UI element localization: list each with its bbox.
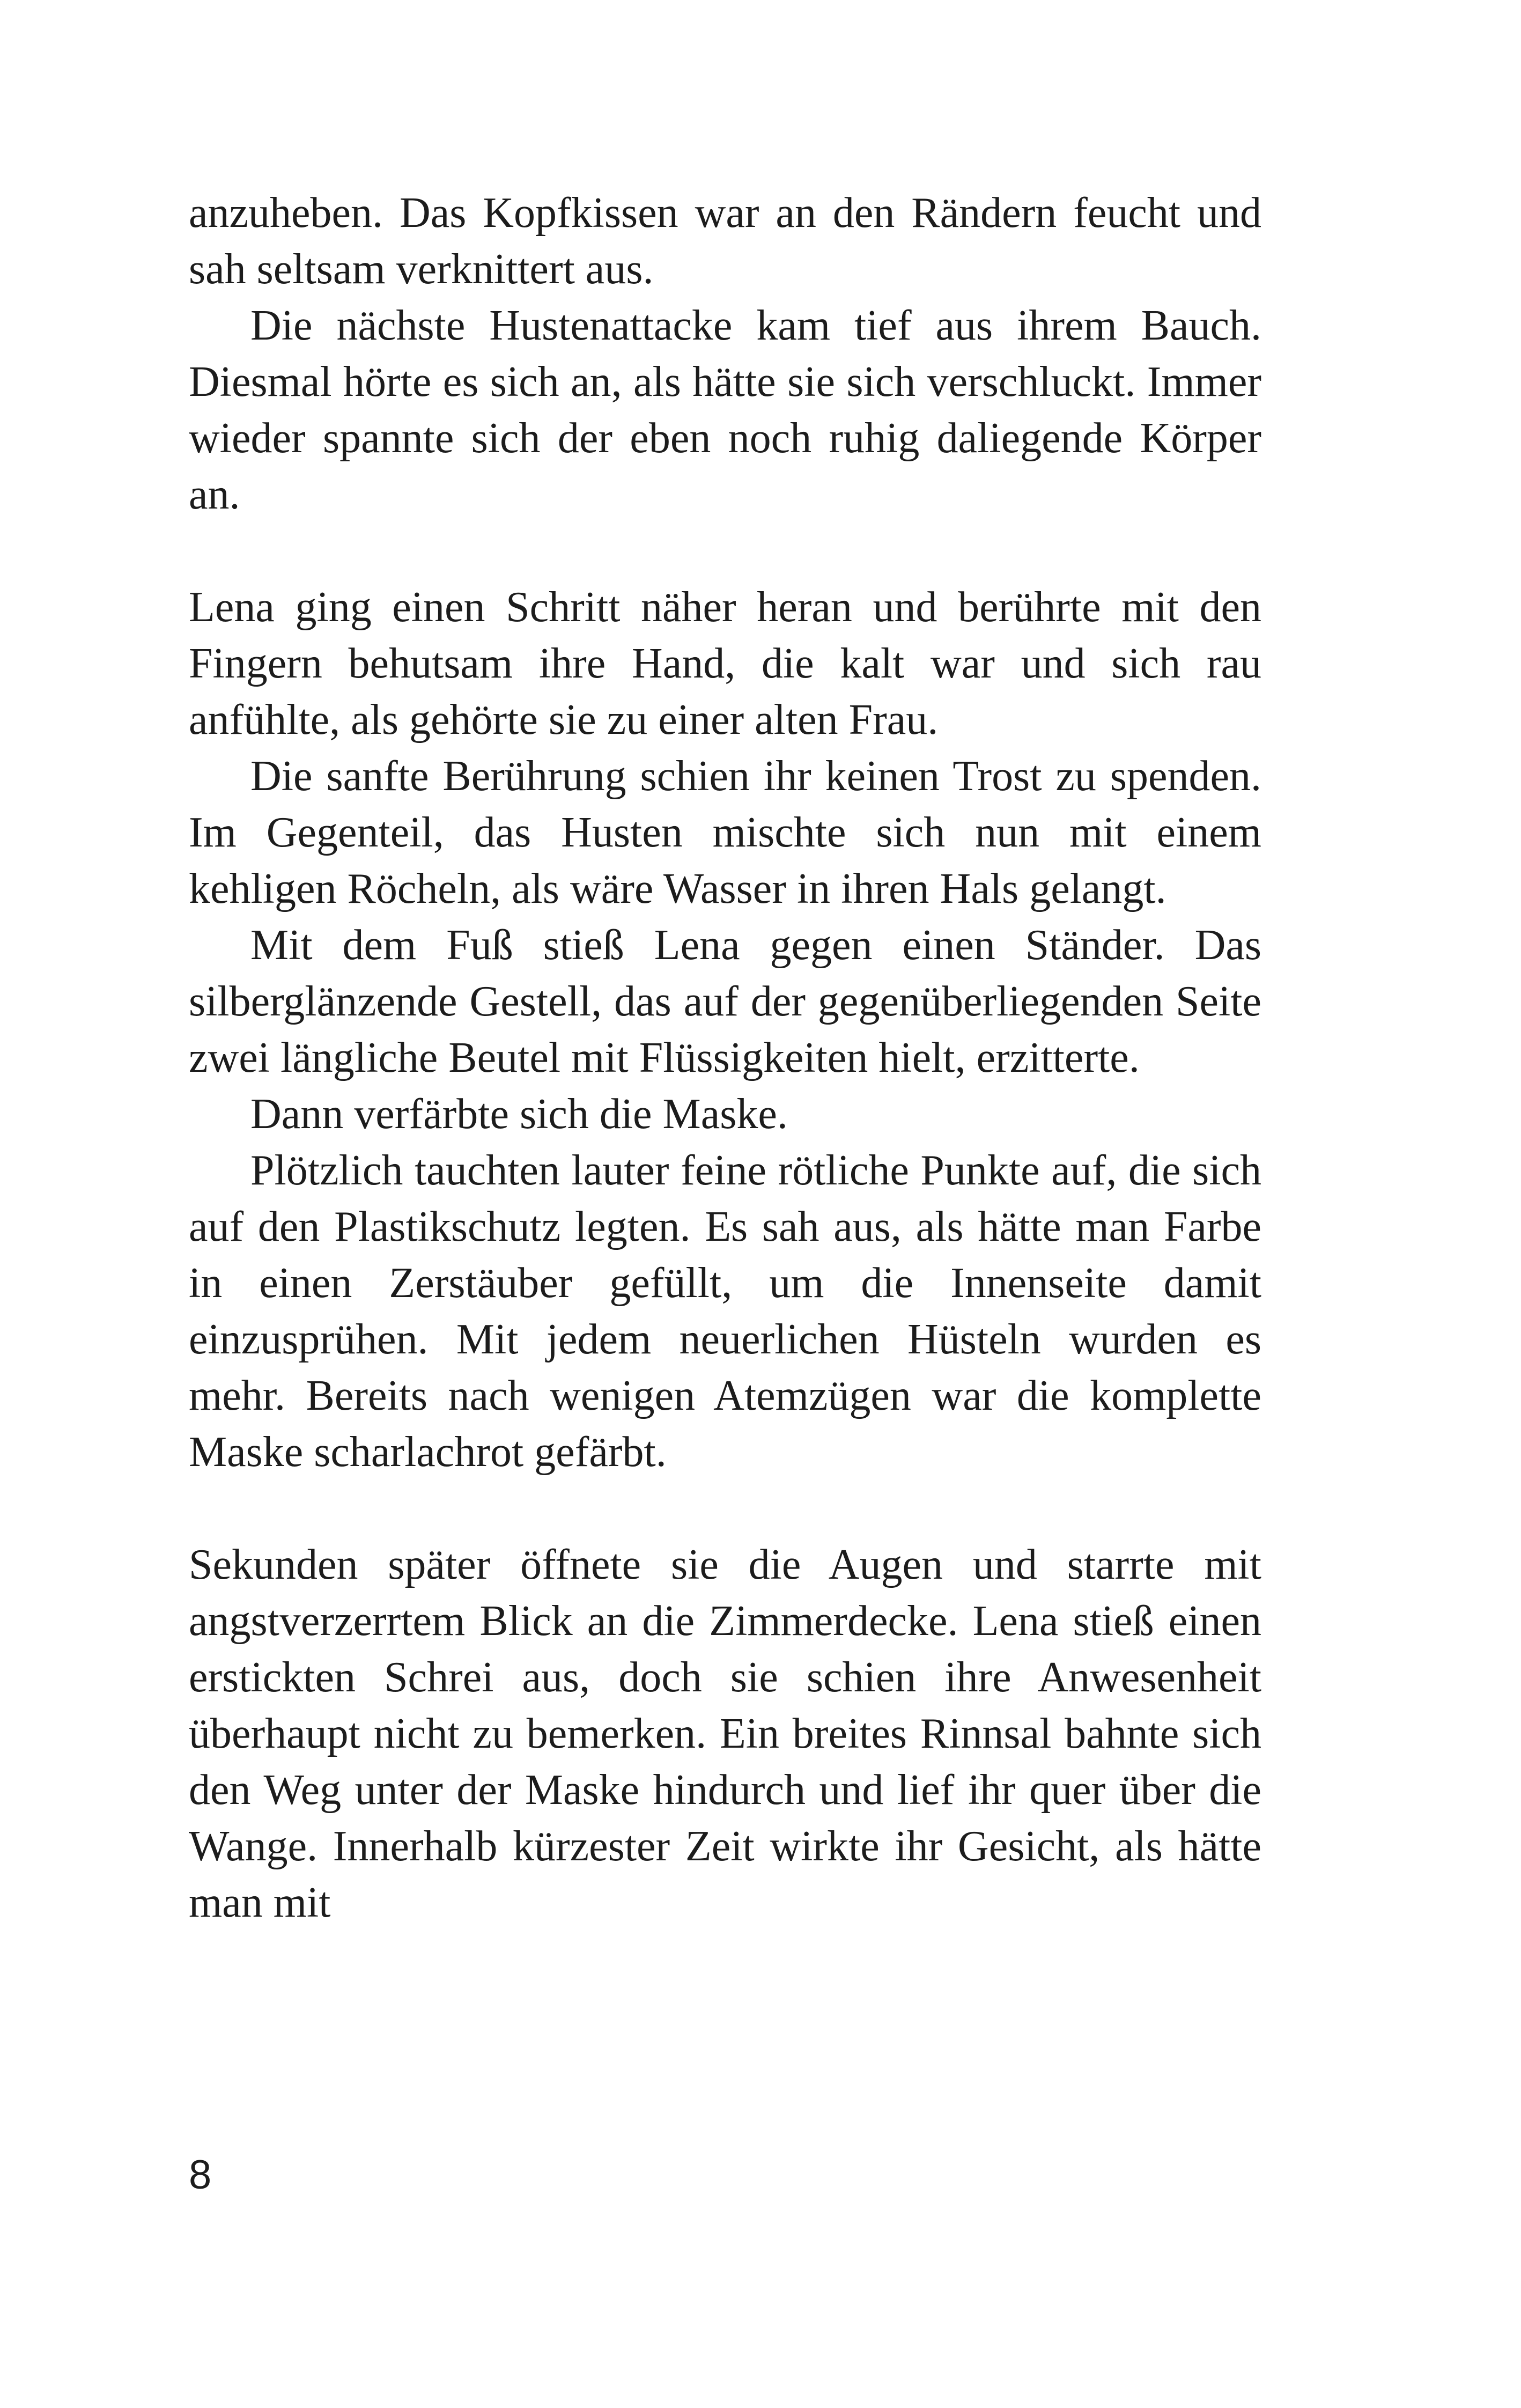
paragraph: Mit dem Fuß stieß Lena gegen einen Ständer. Das silberglänzende Gestell, das auf der gegenüberliegenden Seite zwei längliche Beutel mit Flüssigkeiten hielt, erzitterte.: [189, 922, 1261, 1081]
paragraph: Dann verfärbte sich die Maske.: [250, 1091, 788, 1138]
paragraph: anzuheben. Das Kopfkissen war an den Rändern feucht und sah seltsam verknittert aus.: [189, 189, 1261, 293]
section-break: [189, 1481, 1261, 1537]
section-break: [189, 523, 1261, 579]
paragraph: Plötzlich tauchten lauter feine rötliche Punkte auf, die sich auf den Plastikschutz legten. Es sah aus, als hätte man Farbe in einen Zerstäuber gefüllt, um die Innenseite damit einzusprühen. Mit jedem neuerlichen Hüsteln wurden es mehr. Bereits nach wenigen Atemzügen war die komplette Maske scharlachrot gefärbt.: [189, 1147, 1261, 1476]
paragraph: Sekunden später öffnete sie die Augen und starrte mit angstverzerrtem Blick an die Zimmerdecke. Lena stieß einen erstickten Schrei aus, doch sie schien ihre Anwesenheit überhaupt nicht zu bemerken. Ein breites Rinnsal bahnte sich den Weg unter der Maske hindurch und lief ihr quer über die Wange. Innerhalb kürzester Zeit wirkte ihr Gesicht, als hätte man mit: [189, 1541, 1261, 1926]
body-text: [189, 185, 1261, 1931]
paragraph: Die nächste Hustenattacke kam tief aus ihrem Bauch. Diesmal hörte es sich an, als hätte sie sich verschluckt. Immer wieder spannte sich der eben noch ruhig daliegende Körper an.: [189, 302, 1261, 518]
paragraph: Die sanfte Berührung schien ihr keinen Trost zu spenden. Im Gegenteil, das Husten mischte sich nun mit einem kehligen Röcheln, als wäre Wasser in ihren Hals gelangt.: [189, 753, 1261, 912]
paragraph: Lena ging einen Schritt näher heran und berührte mit den Fingern behutsam ihre Hand, die kalt war und sich rau anfühlte, als gehörte sie zu einer alten Frau.: [189, 584, 1261, 743]
page-number: 8: [189, 2152, 212, 2198]
